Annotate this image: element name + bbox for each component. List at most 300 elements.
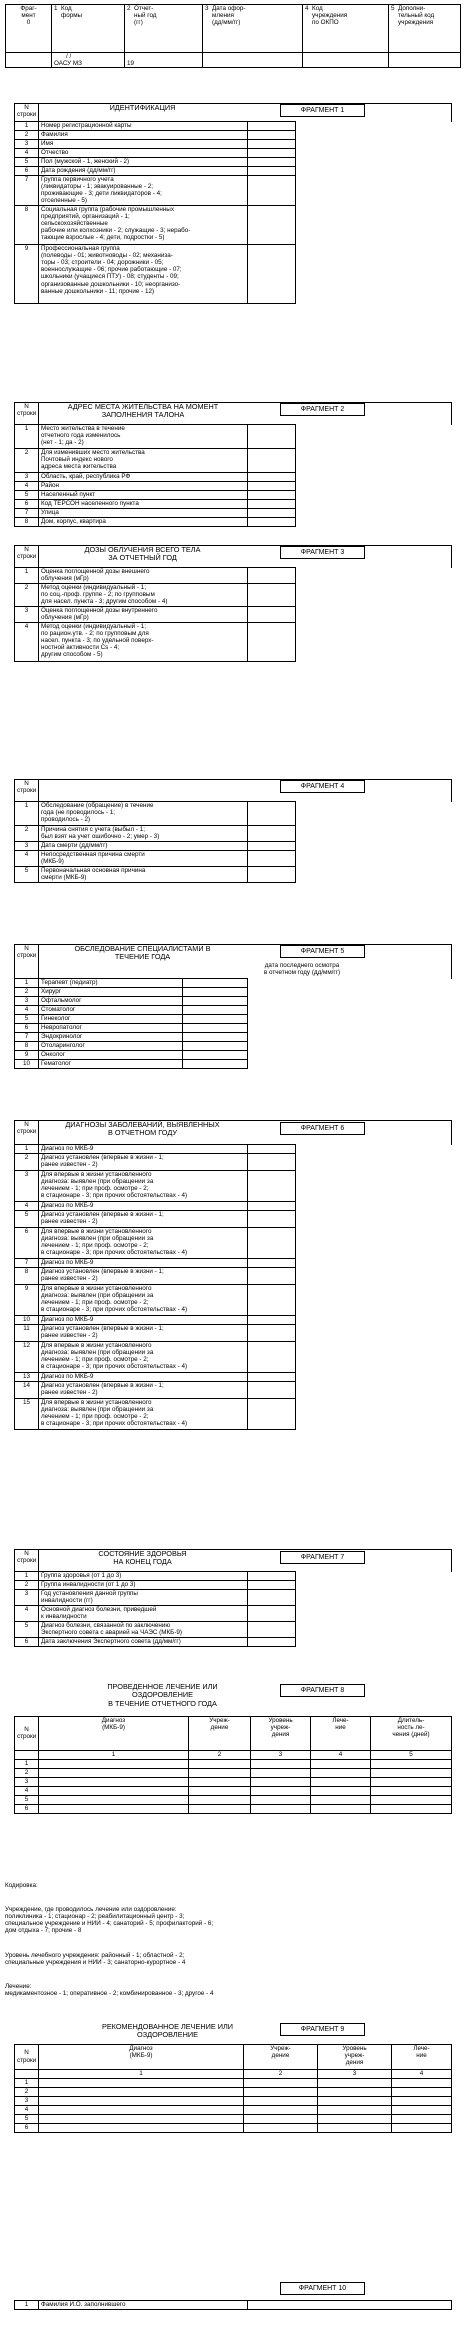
fragment-8-col-level: Уровень учреж- дения — [251, 1716, 311, 1750]
value-cell[interactable] — [248, 1285, 296, 1316]
table-row — [15, 826, 452, 842]
value-cell[interactable] — [248, 1638, 296, 1647]
value-cell[interactable] — [248, 509, 296, 518]
row-label: Диагноз установлен (впервые в жизни - 1; ранее известен - 2) — [39, 1154, 248, 1171]
row-number: 9 — [15, 1285, 39, 1316]
entry-cell[interactable] — [311, 1804, 371, 1813]
value-cell[interactable] — [248, 1211, 296, 1228]
spare-cell — [248, 1015, 296, 1024]
spare-cell — [296, 979, 452, 988]
date-cell[interactable] — [183, 1015, 248, 1024]
coding-heading: Кодировка: — [5, 1882, 38, 1889]
spare-cell — [296, 1342, 452, 1373]
row-label: Отчество — [39, 149, 248, 158]
row-number: 8 — [15, 518, 39, 527]
value-cell[interactable] — [248, 1268, 296, 1285]
entry-cell[interactable] — [39, 2105, 244, 2114]
spare-cell — [296, 500, 452, 509]
entry-cell[interactable] — [392, 2114, 452, 2123]
spare-cell — [296, 1399, 452, 1430]
date-cell[interactable] — [183, 1033, 248, 1042]
value-cell[interactable] — [248, 1316, 296, 1325]
spare-cell — [296, 568, 452, 584]
value-cell[interactable] — [248, 500, 296, 509]
table-row — [15, 131, 452, 140]
entry-cell[interactable] — [251, 1768, 311, 1777]
table-row — [15, 1606, 452, 1622]
column-number: 1 — [39, 2069, 244, 2078]
entry-cell[interactable] — [371, 1804, 452, 1813]
row-number: 11 — [15, 1325, 39, 1342]
table-row — [15, 1638, 452, 1647]
row-label: Группа здоровья (от 1 до 3) — [39, 1572, 248, 1581]
table-row — [15, 1051, 452, 1060]
fragment-10-table — [14, 2300, 452, 2310]
table-row — [15, 2087, 452, 2096]
row-number: 7 — [15, 1259, 39, 1268]
row-number: 14 — [15, 1382, 39, 1399]
header-okpo-value[interactable] — [303, 53, 389, 68]
spare-cell — [248, 1024, 296, 1033]
table-row — [15, 518, 452, 527]
entry-cell[interactable] — [318, 2096, 392, 2105]
fragment-8-label: ФРАГМЕНТ 8 — [280, 1684, 365, 1697]
value-cell[interactable] — [248, 1259, 296, 1268]
spare-cell — [296, 1325, 452, 1342]
entry-cell[interactable] — [371, 1768, 452, 1777]
value-cell[interactable] — [248, 1154, 296, 1171]
fragment-8-col-institution: Учреж- дение — [189, 1716, 251, 1750]
row-label: Метод оценки (индивидуальный - 1; по рацион.утв. - 2; по групповым для насел. пункта - 3; по удельной поверх- ностной активности Cs - 4; другим способом - 5) — [39, 623, 248, 662]
entry-cell[interactable] — [392, 2123, 452, 2132]
spare-cell — [296, 1202, 452, 1211]
fragment-4-title-cell — [39, 780, 452, 802]
row-number: 1 — [15, 568, 39, 584]
entry-cell[interactable] — [311, 1759, 371, 1768]
date-cell[interactable] — [183, 997, 248, 1006]
row-label: Район — [39, 482, 248, 491]
row-label: Непосредственная причина смерти (МКБ-9) — [39, 851, 248, 867]
spare-cell — [296, 176, 452, 206]
table-row — [15, 482, 452, 491]
row-label: Диагноз установлен (впервые в жизни - 1; ранее известен - 2) — [39, 1325, 248, 1342]
table-row — [15, 425, 452, 449]
header-extra-value[interactable] — [389, 53, 461, 68]
value-cell[interactable] — [248, 1228, 296, 1259]
fragment-8-col-diagnosis: Диагноз (МКБ-9) — [39, 1716, 189, 1750]
entry-cell[interactable] — [189, 1777, 251, 1786]
table-row — [15, 802, 452, 826]
table-row — [15, 988, 452, 997]
row-number: 5 — [15, 867, 39, 883]
entry-cell[interactable] — [392, 2078, 452, 2087]
value-cell[interactable] — [248, 1590, 296, 1606]
row-label: Диагноз по МКБ-9 — [39, 1259, 248, 1268]
table-row — [15, 1382, 452, 1399]
row-number: 3 — [15, 842, 39, 851]
date-cell[interactable] — [183, 1006, 248, 1015]
date-cell[interactable] — [183, 1060, 248, 1069]
spare-cell — [296, 1590, 452, 1606]
table-row — [15, 1259, 452, 1268]
row-number: 9 — [15, 1051, 39, 1060]
row-number: 2 — [15, 1581, 39, 1590]
spare-cell — [248, 1033, 296, 1042]
value-cell[interactable] — [248, 1342, 296, 1373]
table-row — [15, 1145, 452, 1154]
value-cell[interactable] — [248, 1171, 296, 1202]
value-cell[interactable] — [248, 149, 296, 158]
value-cell[interactable] — [248, 842, 296, 851]
row-number: 3 — [15, 997, 39, 1006]
entry-cell[interactable] — [371, 1795, 452, 1804]
table-row — [15, 1786, 452, 1795]
coding-level: Уровень лечебного учреждения: районный - 1; областной - 2; специальные учреждения и НИИ - 3; санаторно-курортное - 4 — [5, 1952, 186, 1967]
header-col-fragment: Фраг- мент 0 — [6, 5, 52, 53]
table-row — [15, 500, 452, 509]
table-row — [15, 140, 452, 149]
row-number: 2 — [15, 131, 39, 140]
value-cell[interactable] — [248, 826, 296, 842]
entry-cell[interactable] — [39, 2114, 244, 2123]
value-cell[interactable] — [248, 158, 296, 167]
row-number: 7 — [15, 176, 39, 206]
row-label: Диагноз по МКБ-9 — [39, 1145, 248, 1154]
row-number: 5 — [15, 1622, 39, 1638]
row-number: 6 — [15, 1638, 39, 1647]
table-row — [15, 1804, 452, 1813]
spare-cell — [296, 518, 452, 527]
date-cell[interactable] — [183, 988, 248, 997]
column-number: 3 — [318, 2069, 392, 2078]
name-cell[interactable] — [248, 2301, 452, 2310]
spare-cell — [296, 988, 452, 997]
value-cell[interactable] — [248, 449, 296, 473]
entry-cell[interactable] — [39, 2123, 244, 2132]
value-cell[interactable] — [248, 1572, 296, 1581]
row-label: Диагноз установлен (впервые в жизни - 1; ранее известен - 2) — [39, 1268, 248, 1285]
coding-treatment: Лечение: медикаментозное - 1; оперативное - 2; комбинированное - 3; другое - 4 — [5, 1983, 214, 1998]
entry-cell[interactable] — [39, 1804, 189, 1813]
fragment-9-col-treatment: Лече- ние — [392, 2044, 452, 2069]
spare-cell — [296, 482, 452, 491]
table-row — [15, 997, 452, 1006]
spare-cell — [296, 802, 452, 826]
spare-cell — [296, 623, 452, 662]
value-cell[interactable] — [248, 1399, 296, 1430]
entry-cell[interactable] — [251, 1786, 311, 1795]
header-col-okpo: 4 Код учреждения по ОКПО — [303, 5, 389, 53]
row-label: Диагноз по МКБ-9 — [39, 1316, 248, 1325]
spare-cell — [296, 425, 452, 449]
fragment-7-title: СОСТОЯНИЕ ЗДОРОВЬЯ НА КОНЕЦ ГОДА — [98, 1549, 187, 1567]
table-row — [15, 1342, 452, 1373]
col-n-header: N строки — [15, 1716, 39, 1750]
entry-cell[interactable] — [244, 2114, 318, 2123]
entry-cell[interactable] — [189, 1786, 251, 1795]
row-number: 2 — [15, 584, 39, 607]
row-number: 8 — [15, 1268, 39, 1285]
col-n-header: N строки — [15, 403, 39, 425]
row-label: Обследование (обращение) в течение года (не проводилось - 1; проводилось - 2) — [39, 802, 248, 826]
table-row — [15, 1759, 452, 1768]
fragment-2-title: АДРЕС МЕСТА ЖИТЕЛЬСТВА НА МОМЕНТ ЗАПОЛНЕНИЯ ТАЛОНА — [67, 402, 219, 420]
row-label: Причина снятия с учета (выбыл - 1; был взят на учет ошибочно - 2; умер - 3) — [39, 826, 248, 842]
row-number: 1 — [15, 802, 39, 826]
column-number: 5 — [371, 1750, 452, 1759]
row-number: 6 — [15, 1804, 39, 1813]
row-label: Дата рождения (дд/мм/гг) — [39, 167, 248, 176]
row-label: Гинеколог — [39, 1015, 183, 1024]
row-label: Офтальмолог — [39, 997, 183, 1006]
entry-cell[interactable] — [251, 1795, 311, 1804]
entry-cell[interactable] — [311, 1768, 371, 1777]
header-date-value[interactable] — [203, 53, 303, 68]
row-label: Гематолог — [39, 1060, 183, 1069]
table-row — [15, 851, 452, 867]
entry-cell[interactable] — [251, 1804, 311, 1813]
value-cell[interactable] — [248, 1145, 296, 1154]
spare-cell — [248, 1006, 296, 1015]
row-number: 2 — [15, 449, 39, 473]
row-label: Онколог — [39, 1051, 183, 1060]
row-number: 1 — [15, 2078, 39, 2087]
entry-cell[interactable] — [311, 1786, 371, 1795]
entry-cell[interactable] — [318, 2078, 392, 2087]
fragment-2-table — [14, 402, 452, 527]
spare-cell — [296, 509, 452, 518]
table-row — [15, 1171, 452, 1202]
column-number: 4 — [392, 2069, 452, 2078]
table-row — [15, 1042, 452, 1051]
fragment-4-table — [14, 779, 452, 883]
spare-cell — [296, 1060, 452, 1069]
spare-cell — [296, 122, 452, 131]
value-cell[interactable] — [248, 140, 296, 149]
entry-cell[interactable] — [311, 1777, 371, 1786]
col-n-header: N строки — [15, 780, 39, 802]
entry-cell[interactable] — [392, 2105, 452, 2114]
row-label: Имя — [39, 140, 248, 149]
row-number: 2 — [15, 1768, 39, 1777]
header-form-num-value[interactable]: 19 — [125, 53, 203, 68]
entry-cell[interactable] — [311, 1795, 371, 1804]
column-number: 3 — [251, 1750, 311, 1759]
row-number: 4 — [15, 623, 39, 662]
entry-cell[interactable] — [371, 1759, 452, 1768]
row-label: Профессиональная группа (полеводы - 01; животноводы - 02; механиза- торы - 03; строители - 04; дорожники - 05; военнослужащие - 06; прочие работающие - 07; школьники (учащиеся ПТУ) - 08; студенты - 09; организованные дошкольники - 10; неорганизо- ванные дошкольники - 11; прочие - 12) — [39, 245, 248, 304]
entry-cell[interactable] — [39, 1759, 189, 1768]
header-table — [5, 4, 461, 68]
row-number: 2 — [15, 826, 39, 842]
entry-cell[interactable] — [189, 1804, 251, 1813]
row-number: 6 — [15, 1024, 39, 1033]
entry-cell[interactable] — [318, 2105, 392, 2114]
entry-cell[interactable] — [251, 1777, 311, 1786]
spare-cell — [296, 1259, 452, 1268]
value-cell[interactable] — [248, 473, 296, 482]
row-number: 1 — [15, 122, 39, 131]
table-row — [15, 607, 452, 623]
row-number: 4 — [15, 149, 39, 158]
spare-cell — [296, 167, 452, 176]
fragment-3-title: ДОЗЫ ОБЛУЧЕНИЯ ВСЕГО ТЕЛА ЗА ОТЧЕТНЫЙ ГОД — [84, 545, 201, 563]
spare-cell — [296, 1285, 452, 1316]
row-number: 3 — [15, 607, 39, 623]
spare-cell — [296, 826, 452, 842]
spare-cell — [296, 1211, 452, 1228]
fragment-9-col-institution: Учреж- дение — [244, 2044, 318, 2069]
spare-cell — [248, 1042, 296, 1051]
spare-cell — [296, 1638, 452, 1647]
fragment-3-label: ФРАГМЕНТ 3 — [280, 546, 365, 559]
fragment-4-label: ФРАГМЕНТ 4 — [280, 780, 365, 793]
fragment-5-date-caption: дата последнего осмотра в отчетном году (дд/мм/гг) — [263, 962, 341, 977]
date-cell[interactable] — [183, 1042, 248, 1051]
table-row — [15, 584, 452, 607]
entry-cell[interactable] — [244, 2105, 318, 2114]
value-cell[interactable] — [248, 607, 296, 623]
entry-cell[interactable] — [39, 1795, 189, 1804]
entry-cell[interactable] — [371, 1786, 452, 1795]
fragment-9-title: РЕКОМЕНДОВАННОЕ ЛЕЧЕНИЕ ИЛИ ОЗДОРОВЛЕНИЕ — [101, 2022, 234, 2040]
fragment-9-col-diagnosis: Диагноз (МКБ-9) — [39, 2044, 244, 2069]
spare-cell — [296, 1024, 452, 1033]
spare-cell — [296, 149, 452, 158]
value-cell[interactable] — [248, 1202, 296, 1211]
row-label: Для впервые в жизни установленного диагноза: выявлен (при обращении за лечением - 1; при проф. осмотре - 2; в стационаре - 3; при прочих обстоятельствах - 4) — [39, 1171, 248, 1202]
fragment-2-label: ФРАГМЕНТ 2 — [280, 403, 365, 416]
spare-cell — [296, 1145, 452, 1154]
entry-cell[interactable] — [39, 2078, 244, 2087]
header-col-year: 2 Отчет- ный год (гг) — [125, 5, 203, 53]
value-cell[interactable] — [248, 1581, 296, 1590]
col-n-header: N строки — [15, 1550, 39, 1572]
row-number: 7 — [15, 509, 39, 518]
row-number: 10 — [15, 1060, 39, 1069]
spare-cell — [296, 1033, 452, 1042]
spare-cell — [248, 979, 296, 988]
entry-cell[interactable] — [244, 2096, 318, 2105]
value-cell[interactable] — [248, 167, 296, 176]
table-row — [15, 1268, 452, 1285]
table-row — [15, 1581, 452, 1590]
row-number: 3 — [15, 473, 39, 482]
coding-institution: Учреждение, где проводилось лечение или оздоровление: поликлиника - 1; стационар - 2; реабилитационный центр - 3; специальное учреждение и НИИ - 4; санаторий - 5; профилакторий - 6; дом отдыха - 7; прочие - 8 — [5, 1906, 214, 1935]
table-row — [15, 623, 452, 662]
value-cell[interactable] — [248, 491, 296, 500]
spare-cell — [296, 997, 452, 1006]
entry-cell[interactable] — [392, 2096, 452, 2105]
row-label: Дата смерти (дд/мм/гг) — [39, 842, 248, 851]
entry-cell[interactable] — [189, 1759, 251, 1768]
date-cell[interactable] — [183, 1024, 248, 1033]
entry-cell[interactable] — [244, 2087, 318, 2096]
date-cell[interactable] — [183, 979, 248, 988]
row-number: 5 — [15, 1211, 39, 1228]
value-cell[interactable] — [248, 131, 296, 140]
table-row — [15, 449, 452, 473]
spare-cell — [296, 842, 452, 851]
value-cell[interactable] — [248, 1622, 296, 1638]
header-form-code-value[interactable]: / / ОАСУ МЗ — [52, 53, 125, 68]
row-number: 5 — [15, 158, 39, 167]
value-cell[interactable] — [248, 206, 296, 245]
entry-cell[interactable] — [189, 1768, 251, 1777]
value-cell[interactable] — [248, 851, 296, 867]
date-cell[interactable] — [183, 1051, 248, 1060]
row-label: Группа инвалидности (от 1 до 3) — [39, 1581, 248, 1590]
value-cell[interactable] — [248, 867, 296, 883]
value-cell[interactable] — [248, 1373, 296, 1382]
spare-cell — [296, 131, 452, 140]
table-row — [15, 491, 452, 500]
spare-cell — [296, 1622, 452, 1638]
spare-cell — [296, 851, 452, 867]
value-cell[interactable] — [248, 482, 296, 491]
column-numbers-row — [15, 2069, 452, 2078]
row-number: 1 — [15, 1572, 39, 1581]
table-row — [15, 473, 452, 482]
fragment-8-col-treatment: Лече- ние — [311, 1716, 371, 1750]
row-number: 13 — [15, 1373, 39, 1382]
entry-cell[interactable] — [244, 2123, 318, 2132]
entry-cell[interactable] — [244, 2078, 318, 2087]
spare-cell — [296, 473, 452, 482]
header-empty-cell — [6, 53, 52, 68]
row-label: Оценка поглощенной дозы внешнего облучения (мГр) — [39, 568, 248, 584]
row-label: Для впервые в жизни установленного диагноза: выявлен (при обращении за лечением - 1; при проф. осмотре - 2; в стационаре - 3; при прочих обстоятельствах - 4) — [39, 1285, 248, 1316]
entry-cell[interactable] — [39, 1786, 189, 1795]
value-cell[interactable] — [248, 245, 296, 304]
entry-cell[interactable] — [318, 2087, 392, 2096]
value-cell[interactable] — [248, 1325, 296, 1342]
spare-cell — [296, 449, 452, 473]
value-cell[interactable] — [248, 802, 296, 826]
value-cell[interactable] — [248, 518, 296, 527]
value-cell[interactable] — [248, 425, 296, 449]
row-label: Год установления данной группы инвалидности (гг) — [39, 1590, 248, 1606]
table-row — [15, 1015, 452, 1024]
value-cell[interactable] — [248, 623, 296, 662]
entry-cell[interactable] — [251, 1759, 311, 1768]
entry-cell[interactable] — [39, 1777, 189, 1786]
row-number: 1 — [15, 979, 39, 988]
value-cell[interactable] — [248, 1382, 296, 1399]
entry-cell[interactable] — [371, 1777, 452, 1786]
row-number: 5 — [15, 491, 39, 500]
entry-cell[interactable] — [392, 2087, 452, 2096]
row-number: 2 — [15, 988, 39, 997]
value-cell[interactable] — [248, 584, 296, 607]
entry-cell[interactable] — [39, 2096, 244, 2105]
row-label: Дом, корпус, квартира — [39, 518, 248, 527]
value-cell[interactable] — [248, 122, 296, 131]
table-row — [15, 2114, 452, 2123]
entry-cell[interactable] — [189, 1795, 251, 1804]
value-cell[interactable] — [248, 1606, 296, 1622]
entry-cell[interactable] — [39, 1768, 189, 1777]
entry-cell[interactable] — [318, 2123, 392, 2132]
entry-cell[interactable] — [39, 2087, 244, 2096]
value-cell[interactable] — [248, 568, 296, 584]
table-row — [15, 1572, 452, 1581]
row-number: 6 — [15, 500, 39, 509]
entry-cell[interactable] — [318, 2114, 392, 2123]
value-cell[interactable] — [248, 176, 296, 206]
row-number: 3 — [15, 140, 39, 149]
row-number: 4 — [15, 851, 39, 867]
